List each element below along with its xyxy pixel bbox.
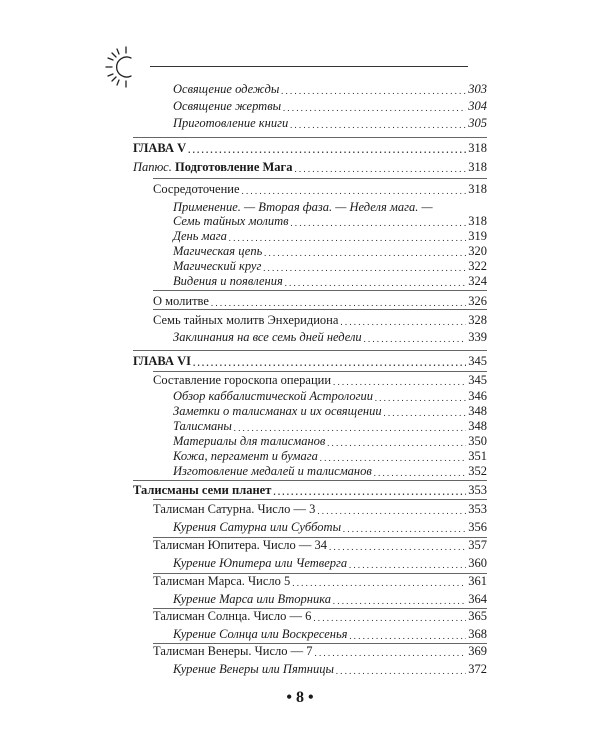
toc-entry-label: Курение Юпитера или Четверга (173, 556, 348, 570)
toc-entry-page: 357 (468, 538, 487, 552)
toc-entry-label (133, 160, 292, 175)
author-prefix: Папюс. (133, 160, 172, 174)
toc-entry-page: 372 (468, 662, 487, 676)
toc-entry (173, 662, 487, 677)
toc-entry-page: 350 (468, 434, 487, 448)
toc-entry-page: 351 (468, 449, 487, 463)
toc-entry-page: 369 (468, 644, 487, 658)
toc-entry (173, 449, 487, 464)
toc-entry-label: Талисман Сатурна. Число — 3 (153, 502, 316, 516)
toc-entry-label: Изготовление медалей и талисманов (173, 464, 372, 478)
section-divider (153, 290, 487, 291)
dot-leader (273, 486, 466, 498)
dot-leader (283, 102, 466, 114)
toc-entry-page: 353 (468, 483, 487, 497)
toc-entry-label: Курение Марса или Вторника (173, 592, 332, 606)
toc-entry (153, 294, 487, 309)
toc-entry-label: Курения Сатурна или Субботы (173, 520, 342, 534)
toc-entry-page: 318 (468, 214, 487, 228)
toc-entry-label: Семь тайных молитв (173, 214, 289, 228)
toc-entry (173, 82, 487, 97)
toc-entry-label: Обзор каббалистической Астрологии (173, 389, 373, 403)
dot-leader (333, 595, 466, 607)
dot-leader (340, 316, 466, 328)
dot-leader (294, 163, 466, 175)
toc-entry-label: Талисманы семи планет (133, 483, 272, 497)
toc-entry (153, 574, 487, 589)
toc-entry-page: 348 (468, 404, 487, 418)
toc-entry-label: Приготовление книги (173, 116, 289, 130)
dot-leader (336, 665, 466, 677)
toc-entry-label: Талисман Венеры. Число — 7 (153, 644, 313, 658)
dot-leader (384, 407, 467, 419)
dot-leader (290, 119, 466, 131)
toc-entry-label: О молитве (153, 294, 209, 308)
toc-entry-label: Освящение одежды (173, 82, 280, 96)
toc-entry-page: 319 (468, 229, 487, 243)
dot-leader (281, 85, 466, 97)
toc-entry-label: Талисман Солнца. Число — 6 (153, 609, 312, 623)
toc-entry (173, 229, 487, 244)
toc-entry-label: Сосредоточение (153, 182, 240, 196)
section-divider (133, 137, 487, 138)
toc-entry-page: 360 (468, 556, 487, 570)
toc-entry-label-line1: Применение. — Вторая фаза. — Неделя мага. — (173, 200, 433, 214)
sun-icon (104, 45, 148, 89)
toc-entry (153, 502, 487, 517)
dot-leader (375, 392, 466, 404)
dot-leader (242, 185, 467, 197)
toc-entry-page: 304 (468, 99, 487, 113)
toc-entry-label: Кожа, пергамент и бумага (173, 449, 318, 463)
toc-entry-label: Заметки о талисманах и их освящении (173, 404, 382, 418)
toc-entry (173, 214, 487, 229)
dot-leader (313, 612, 466, 624)
page-number: • 8 • (286, 689, 314, 706)
toc-entry-page: 303 (468, 82, 487, 96)
dot-leader (315, 647, 467, 659)
toc-entry (173, 520, 487, 535)
toc-entry (173, 556, 487, 571)
toc-entry-label: Магическая цепь (173, 244, 263, 258)
toc-entry (153, 644, 487, 659)
dot-leader (291, 217, 467, 229)
toc-entry-page: 346 (468, 389, 487, 403)
dot-leader (327, 437, 466, 449)
toc-entry-page: 305 (468, 116, 487, 130)
toc-chapter (133, 141, 487, 156)
toc-entry (153, 313, 487, 328)
toc-entry-page: 364 (468, 592, 487, 606)
dot-leader (320, 452, 466, 464)
toc-entry-label: ГЛАВА VI (133, 354, 192, 368)
toc-entry-label: Талисман Марса. Число 5 (153, 574, 291, 588)
toc-entry (153, 182, 487, 197)
toc-entry-page: 348 (468, 419, 487, 433)
toc-entry (173, 434, 487, 449)
toc-entry (173, 274, 487, 289)
section-divider (153, 178, 487, 179)
toc-entry (173, 389, 487, 404)
dot-leader (188, 144, 466, 156)
dot-leader (317, 505, 466, 517)
toc-entry-page: 345 (468, 373, 487, 387)
toc-entry-page: 320 (468, 244, 487, 258)
toc-entry-label: Семь тайных молитв Энхеридиона (153, 313, 339, 327)
toc-entry (173, 244, 487, 259)
section-divider (153, 309, 487, 310)
toc-entry (133, 160, 487, 175)
dot-leader (229, 232, 466, 244)
toc-entry-page: 324 (468, 274, 487, 288)
dot-leader (343, 523, 466, 535)
toc-entry-page: 318 (468, 141, 487, 155)
dot-leader (285, 277, 466, 289)
toc-entry-label: Материалы для талисманов (173, 434, 326, 448)
toc-entry-label: Курение Солнца или Воскресенья (173, 627, 348, 641)
toc-entry-page: 339 (468, 330, 487, 344)
toc-entry-title: Подготовление Мага (174, 160, 293, 174)
dot-leader (263, 262, 466, 274)
toc-entry-page: 365 (468, 609, 487, 623)
header-rule (150, 66, 468, 67)
toc-entry (173, 592, 487, 607)
section-divider (153, 371, 487, 372)
toc-entry-page: 318 (468, 160, 487, 174)
dot-leader (193, 357, 466, 369)
toc-entry-label: День мага (173, 229, 227, 243)
toc-entry (153, 538, 487, 553)
toc-entry-page: 356 (468, 520, 487, 534)
toc-entry (173, 419, 487, 434)
toc-entry-page: 326 (468, 294, 487, 308)
toc-entry (173, 116, 487, 131)
toc-entry (173, 464, 487, 479)
toc-chapter (133, 354, 487, 369)
dot-leader (264, 247, 466, 259)
toc-entry-label: Составление гороскопа операции (153, 373, 332, 387)
toc-entry-label: Курение Венеры или Пятницы (173, 662, 334, 676)
toc-section (133, 483, 487, 498)
toc-entry-label: Талисман Юпитера. Число — 34 (153, 538, 328, 552)
section-divider (153, 499, 487, 500)
toc-entry-page: 328 (468, 313, 487, 327)
toc-entry (173, 99, 487, 114)
toc-entry-label: Освящение жертвы (173, 99, 282, 113)
toc-entry (173, 330, 487, 345)
toc-entry-label: Талисманы (173, 419, 232, 433)
toc-entry-page: 318 (468, 182, 487, 196)
dot-leader (292, 577, 466, 589)
dot-leader (349, 630, 466, 642)
toc-entry-page: 361 (468, 574, 487, 588)
toc-entry-page: 353 (468, 502, 487, 516)
toc-entry-label: ГЛАВА V (133, 141, 187, 155)
toc-entry-page: 345 (468, 354, 487, 368)
section-divider (133, 480, 487, 481)
toc-entry (153, 373, 487, 388)
toc-entry-page: 368 (468, 627, 487, 641)
dot-leader (349, 559, 466, 571)
toc-entry-label: Видения и появления (173, 274, 283, 288)
toc-entry-label: Заклинания на все семь дней недели (173, 330, 362, 344)
section-divider (133, 350, 487, 351)
toc-entry-page: 322 (468, 259, 487, 273)
dot-leader (333, 376, 466, 388)
dot-leader (211, 297, 466, 309)
toc-entry (153, 609, 487, 624)
dot-leader (329, 541, 466, 553)
dot-leader (234, 422, 466, 434)
toc-entry (173, 627, 487, 642)
dot-leader (374, 467, 466, 479)
toc-entry (173, 259, 487, 274)
toc-entry-label: Магический круг (173, 259, 262, 273)
dot-leader (364, 333, 467, 345)
toc-entry-page: 352 (468, 464, 487, 478)
toc-entry (173, 404, 487, 419)
